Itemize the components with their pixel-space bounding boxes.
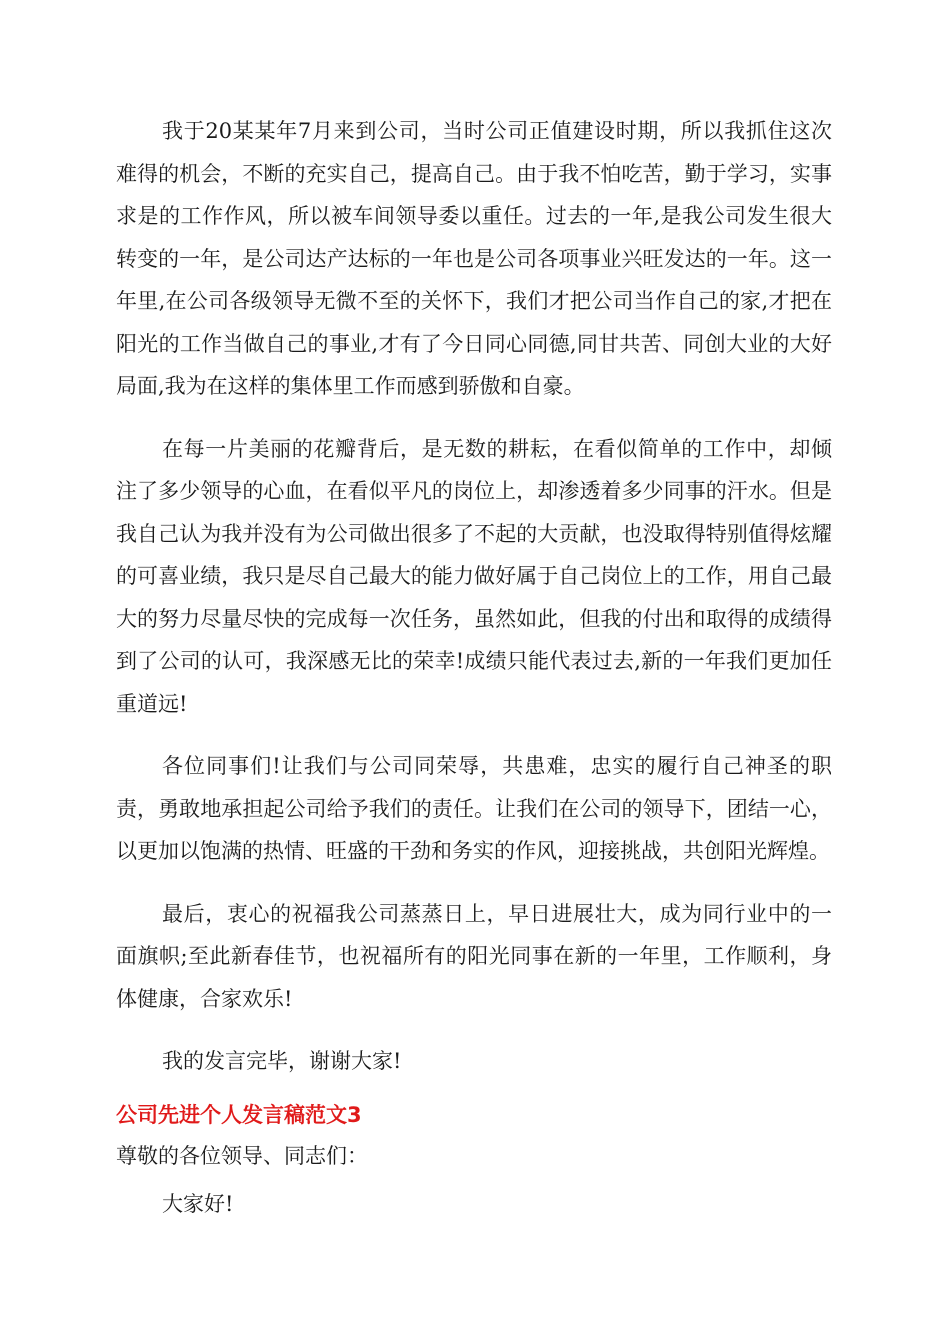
salutation: 尊敬的各位领导、同志们： <box>116 1143 368 1168</box>
paragraph-1: 我于20某某年7月来到公司，当时公司正值建设时期，所以我抓住这次难得的机会，不断的充实自己，提高自己。由于我不怕吃苦，勤于学习，实事求是的工作作风，所以被车间领导委以重任。过去的一年,是我公司发生很大转变的一年，是公司达产达标的一年也是公司各项事业兴旺发达的一年。这一年里,在公司各级领导无微不至的关怀下，我们才把公司当作自己的家,才把在阳光的工作当做自己的事业,才有了今日同心同德,同甘共苦、同创大业的大好局面,我为在这样的集体里工作而感到骄傲和自豪。 <box>116 119 832 398</box>
paragraph-4: 最后，衷心的祝福我公司蒸蒸日上，早日进展壮大，成为同行业中的一面旗帜;至此新春佳节，也祝福所有的阳光同事在新的一年里，工作顺利，身体健康，合家欢乐! <box>116 901 832 1011</box>
paragraph-5: 我的发言完毕，谢谢大家! <box>162 1049 402 1073</box>
section-heading: 公司先进个人发言稿范文3 <box>116 1102 362 1127</box>
paragraph-3: 各位同事们!让我们与公司同荣辱，共患难，忠实的履行自己神圣的职责，勇敢地承担起公司给予我们的责任。让我们在公司的领导下，团结一心，以更加以饱满的热情、旺盛的干劲和务实的作风，迎接挑战，共创阳光辉煌。 <box>116 754 832 863</box>
paragraph-2: 在每一片美丽的花瓣背后，是无数的耕耘，在看似简单的工作中，却倾注了多少领导的心血，在看似平凡的岗位上，却渗透着多少同事的汗水。但是我自己认为我并没有为公司做出很多了不起的大贡献，也没取得特别值得炫耀的可喜业绩，我只是尽自己最大的能力做好属于自己岗位上的工作，用自己最大的努力尽量尽快的完成每一次任务，虽然如此，但我的付出和取得的成绩得到了公司的认可，我深感无比的荣幸!成绩只能代表过去,新的一年我们更加任重道远! <box>116 436 832 716</box>
greeting: 大家好! <box>162 1192 234 1216</box>
document-body <box>116 110 832 1226</box>
